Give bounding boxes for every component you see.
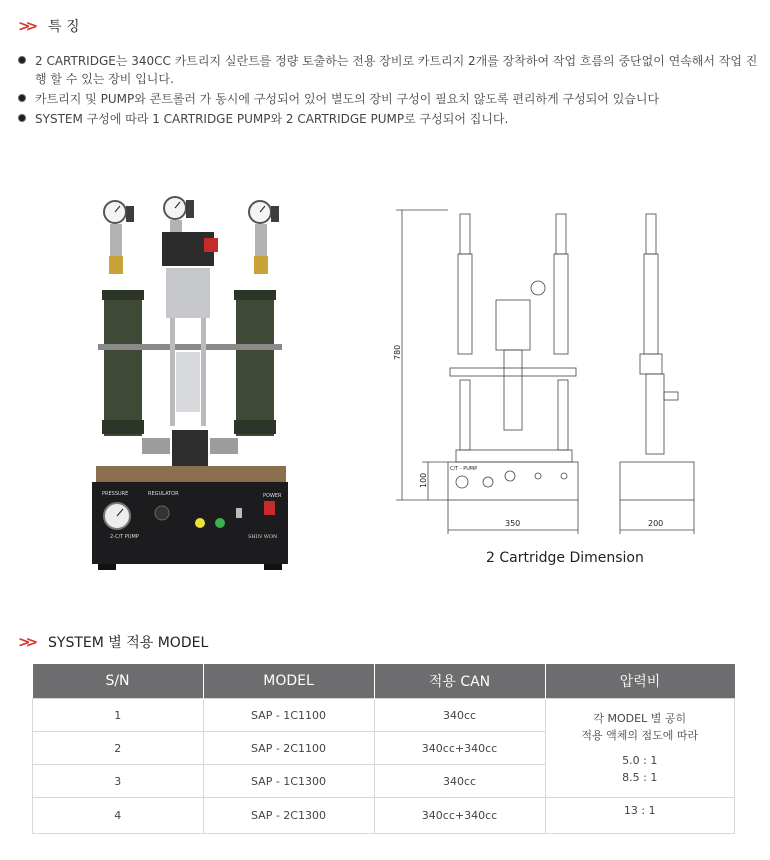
panel-label-model: 2-C/T PUMP	[110, 534, 139, 540]
cell-can: 340cc	[374, 699, 545, 732]
table-row	[33, 699, 735, 732]
cell-can: 340cc+340cc	[374, 798, 545, 834]
panel-label-regulator: REGULATOR	[148, 491, 179, 497]
dim-height-total: 780	[393, 344, 402, 360]
dim-width-front: 350	[505, 519, 521, 528]
features-list	[18, 52, 758, 130]
cell-sn: 2	[33, 732, 204, 765]
cell-model: SAP - 2C1300	[203, 798, 374, 834]
col-header-model: MODEL	[203, 664, 374, 699]
gauge-icon	[104, 197, 279, 223]
table-header-row	[33, 664, 735, 699]
model-table	[32, 664, 735, 834]
models-heading	[18, 632, 208, 652]
cell-model: SAP - 2C1100	[203, 732, 374, 765]
cell-can: 340cc+340cc	[374, 732, 545, 765]
cell-sn: 4	[33, 798, 204, 834]
list-item: SYSTEM 구성에 따라 1 CARTRIDGE PUMP와 2 CARTRIDGE PUMP로 구성되어 집니다.	[18, 110, 758, 128]
cell-sn: 1	[33, 699, 204, 732]
pressure-ratio: 8.5 : 1	[622, 771, 658, 784]
dim-height-base: 100	[419, 472, 428, 488]
list-item: 2 CARTRIDGE는 340CC 카트리지 실란트를 정량 토출하는 전용 장비로 카트리지 2개를 장착하여 작업 흐름의 중단없이 연속해서 작업 진행 할 수 있는 장비 입니다.	[18, 52, 758, 88]
cell-can: 340cc	[374, 765, 545, 798]
features-heading	[18, 16, 80, 36]
table-row	[33, 798, 735, 834]
cell-model: SAP - 1C1100	[203, 699, 374, 732]
col-header-can: 적용 CAN	[374, 664, 545, 699]
cell-pressure-note	[545, 699, 735, 798]
drawing-panel-label: C/T - PUMP	[450, 466, 478, 472]
list-item: 카트리지 및 PUMP와 콘트롤러 가 동시에 구성되어 있어 별도의 장비 구성이 필요치 않도록 편리하게 구성되어 있습니다	[18, 90, 758, 108]
pressure-note-2: 적용 액체의 점도에 따라	[581, 729, 699, 742]
pressure-note-1: 각 MODEL 별 공히	[593, 712, 687, 725]
panel-label-power: POWER	[263, 493, 282, 499]
dimension-drawing	[388, 200, 708, 540]
pressure-ratio: 5.0 : 1	[622, 754, 658, 767]
machine-photo	[88, 186, 293, 576]
dim-width-side: 200	[648, 519, 664, 528]
drawing-caption: 2 Cartridge Dimension	[486, 550, 644, 566]
col-header-sn: S/N	[33, 664, 204, 699]
cell-model: SAP - 1C1300	[203, 765, 374, 798]
double-chevron-icon: >>	[18, 633, 34, 651]
panel-label-pressure: PRESSURE	[102, 491, 129, 497]
pressure-ratio: 13 : 1	[545, 798, 735, 834]
double-chevron-icon: >>	[18, 17, 34, 35]
cell-sn: 3	[33, 765, 204, 798]
models-title: SYSTEM 별 적용 MODEL	[48, 635, 209, 651]
features-title: 특 징	[48, 19, 80, 35]
col-header-pressure: 압력비	[545, 664, 735, 699]
panel-label-brand: SHIN WON	[248, 534, 278, 540]
